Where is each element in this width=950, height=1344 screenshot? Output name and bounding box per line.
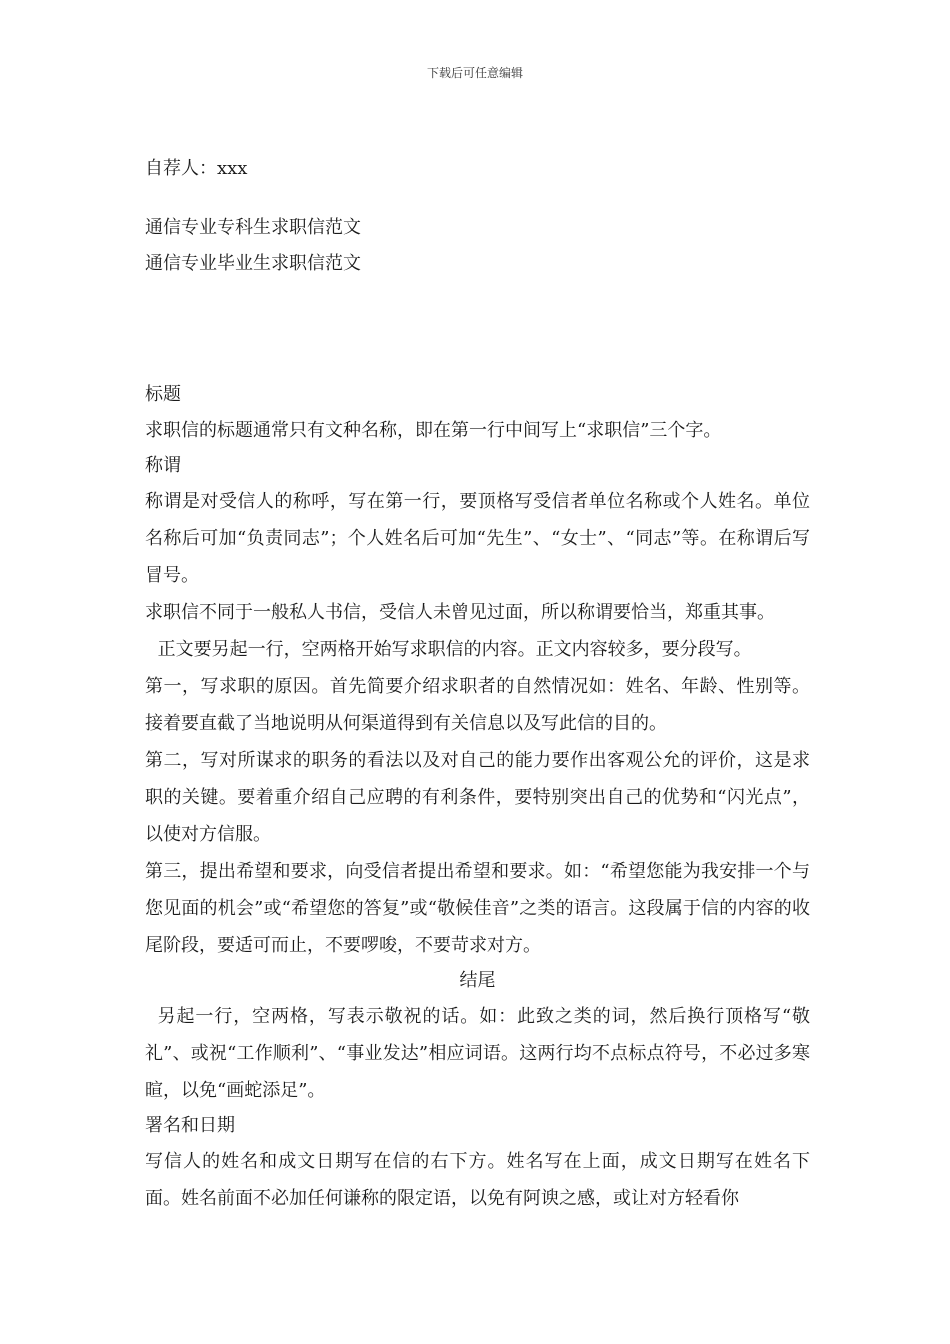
recommender-line: 自荐人：xxx [145, 158, 248, 179]
paragraph-body-intro: 正文要另起一行，空两格开始写求职信的内容。正文内容较多，要分段写。 [157, 639, 752, 660]
related-links [145, 210, 810, 282]
related-link-1[interactable]: 通信专业专科生求职信范文 [145, 217, 361, 238]
section-heading-title: 标题 [145, 384, 181, 405]
section-heading-salutation: 称谓 [145, 455, 181, 476]
paragraph-signature: 写信人的姓名和成文日期写在信的右下方。姓名写在上面，成文日期写在姓名下面。姓名前面不必加任何谦称的限定语，以免有阿谀之感，或让对方轻看你 [145, 1151, 810, 1209]
paragraph-body-second: 第二，写对所谋求的职务的看法以及对自己的能力要作出客观公允的评价，这是求职的关键。要着重介绍自己应聘的有利条件，要特别突出自己的优势和“闪光点”，以使对方信服。 [145, 750, 810, 845]
page-header-note: 下载后可任意编辑 [426, 66, 523, 80]
related-link-2[interactable]: 通信专业毕业生求职信范文 [145, 253, 361, 274]
section-heading-signature: 署名和日期 [145, 1115, 235, 1136]
paragraph-body-first: 第一，写求职的原因。首先简要介绍求职者的自然情况如：姓名、年龄、性别等。接着要直截了当地说明从何渠道得到有关信息以及写此信的目的。 [145, 676, 810, 734]
document-body [145, 152, 810, 1217]
paragraph-salutation-1: 称谓是对受信人的称呼，写在第一行，要顶格写受信者单位名称或个人姓名。单位名称后可加“负责同志”；个人姓名后可加“先生”、“女士”、“同志”等。在称谓后写冒号。 [145, 491, 810, 586]
paragraph-title-body: 求职信的标题通常只有文种名称，即在第一行中间写上“求职信”三个字。 [145, 420, 722, 441]
section-heading-closing: 结尾 [459, 970, 496, 991]
paragraph-closing: 另起一行，空两格，写表示敬祝的话。如：此致之类的词，然后换行顶格写“敬礼”、或祝“工作顺利”、“事业发达”相应词语。这两行均不点标点符号，不必过多寒暄，以免“画蛇添足”。 [145, 1006, 810, 1101]
paragraph-body-third: 第三，提出希望和要求，向受信者提出希望和要求。如：“希望您能为我安排一个与您见面的机会”或“希望您的答复”或“敬候佳音”之类的语言。这段属于信的内容的收尾阶段，要适可而止，不要啰唆，不要苛求对方。 [145, 861, 810, 956]
paragraph-salutation-2: 求职信不同于一般私人书信，受信人未曾见过面，所以称谓要恰当，郑重其事。 [145, 602, 775, 623]
